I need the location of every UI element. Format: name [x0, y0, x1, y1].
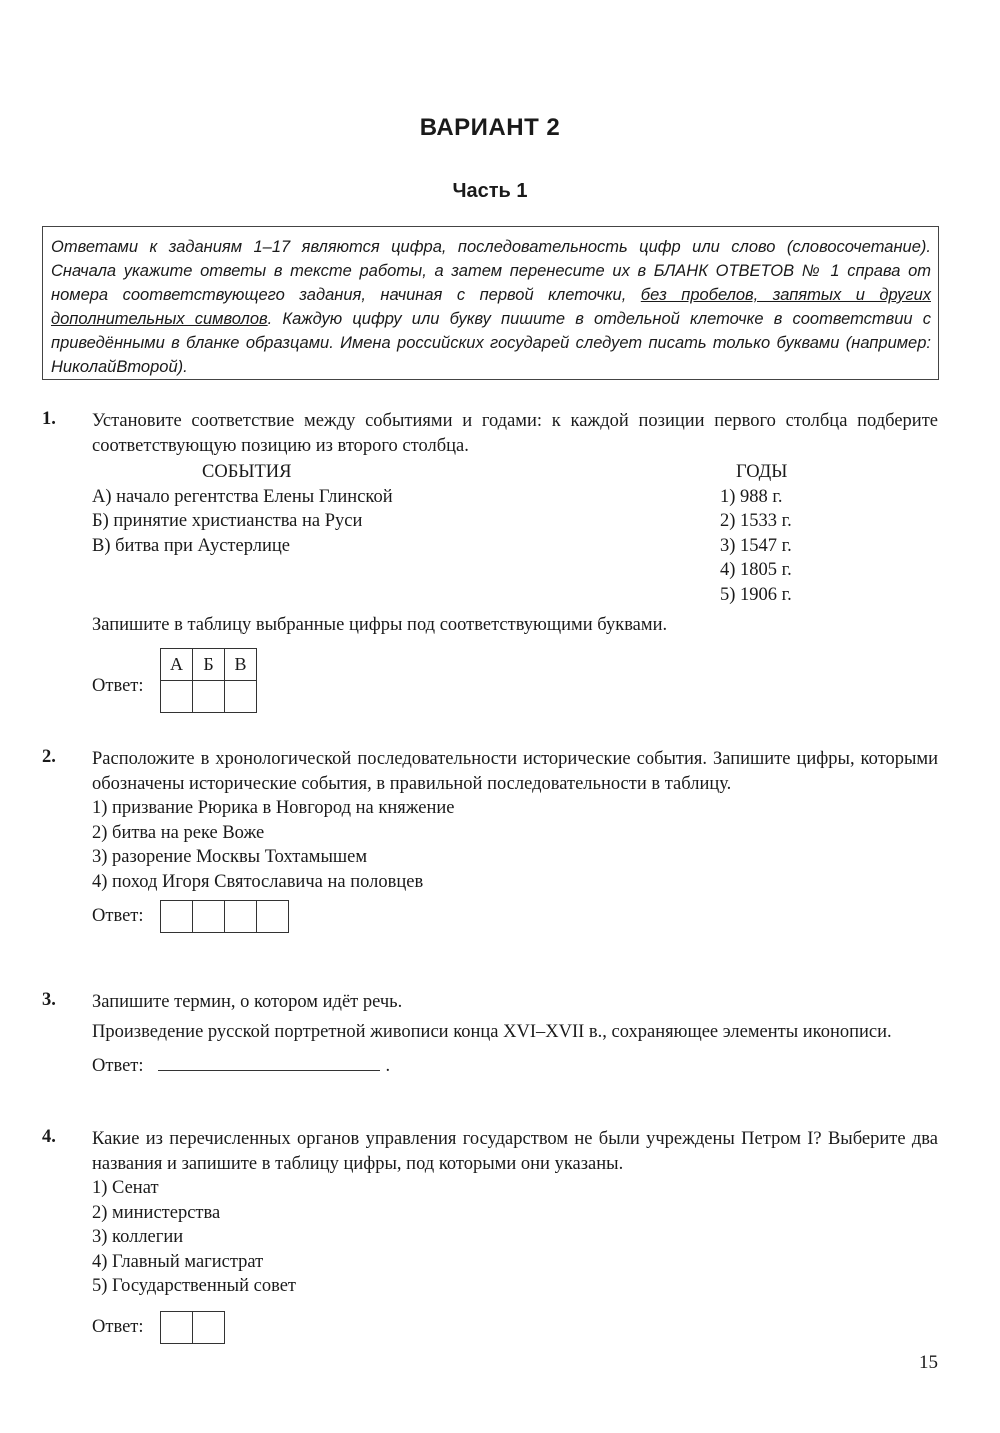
answer-table	[160, 1311, 225, 1344]
page-number: 15	[919, 1352, 938, 1373]
answer-row	[92, 1311, 938, 1351]
question-prompt: Какие из перечисленных органов управления государством не были учреждены Петром I? Выберите два названия и запишите в таблицу цифры, под которыми они указаны.	[92, 1129, 938, 1174]
year-item: 4) 1805 г.	[720, 560, 792, 580]
years-header: ГОДЫ	[736, 462, 788, 482]
event-item: А) начало регентства Елены Глинской	[92, 486, 393, 507]
events-header: СОБЫТИЯ	[202, 462, 292, 482]
instructions-text-1: Ответами к заданиям 1–17 являются цифра, последовательность цифр или слово (словосочетание). Сначала укажите ответы в тексте работы, а затем перенесите их в БЛАНК ОТВЕТОВ № 1 справа от номера соответствующего задания, начиная с первой клеточки,	[51, 238, 931, 304]
question-3	[42, 990, 942, 1100]
question-2	[42, 747, 942, 967]
letter-cell: Б	[193, 648, 225, 680]
answer-cell[interactable]	[161, 1311, 193, 1343]
question-4	[42, 1127, 942, 1347]
part-title: Часть 1	[452, 180, 528, 202]
answer-table	[160, 648, 257, 713]
instructions-box	[42, 226, 939, 380]
question-prompt: Запишите термин, о котором идёт речь.	[92, 992, 403, 1012]
list-item: 4) поход Игоря Святославича на половцев	[92, 871, 424, 892]
list-item: 2) министерства	[92, 1202, 221, 1223]
year-item: 1) 988 г.	[720, 486, 783, 507]
answer-cell[interactable]	[225, 901, 257, 933]
matching-columns	[92, 460, 938, 610]
letter-cell: В	[225, 648, 257, 680]
year-item: 2) 1533 г.	[720, 511, 792, 531]
list-item: 5) Государственный совет	[92, 1276, 297, 1296]
letter-cell: А	[161, 648, 193, 680]
question-prompt: Установите соответствие между событиями и годами: к каждой позиции первого столбца подберите соответствующую позицию из второго столбца.	[92, 411, 938, 456]
answer-blank-line[interactable]	[158, 1052, 380, 1071]
answer-table	[160, 900, 289, 933]
table-note: Запишите в таблицу выбранные цифры под соответствующими буквами.	[92, 615, 668, 635]
answer-cell[interactable]	[225, 680, 257, 712]
answer-row	[92, 1052, 938, 1079]
answer-cell[interactable]	[257, 901, 289, 933]
instructions-text-2: . Каждую цифру или букву пишите в отдельной клеточке в соответствии с приведёнными в бланке образцами. Имена российских государей следует писать только буквами (например: НиколайВторой).	[51, 310, 931, 376]
list-item: 3) разорение Москвы Тохтамышем	[92, 847, 368, 867]
list-item: 1) призвание Рюрика в Новгород на княжение	[92, 798, 455, 818]
answer-cell[interactable]	[193, 1311, 225, 1343]
instructions-underlined: без пробелов, запятых и других дополнительных символов	[51, 286, 931, 328]
answer-row	[92, 900, 938, 940]
list-item: 1) Сенат	[92, 1178, 159, 1198]
event-item: В) битва при Аустерлице	[92, 535, 290, 556]
answer-cell[interactable]	[161, 901, 193, 933]
answer-row	[92, 648, 938, 718]
answer-label: Ответ:	[92, 1316, 144, 1337]
event-item: Б) принятие христианства на Руси	[92, 511, 363, 531]
answer-period: .	[385, 1056, 391, 1076]
question-number: 4.	[42, 1127, 56, 1147]
year-item: 3) 1547 г.	[720, 535, 792, 556]
question-description: Произведение русской портретной живописи конца XVI–XVII в., сохраняющее элементы иконописи.	[92, 1021, 892, 1042]
variant-title: ВАРИАНТ 2	[419, 114, 561, 141]
list-item: 2) битва на реке Воже	[92, 822, 265, 843]
answer-cell[interactable]	[193, 680, 225, 712]
answer-cell[interactable]	[161, 680, 193, 712]
question-number: 2.	[42, 747, 56, 767]
question-prompt: Расположите в хронологической последовательности исторические события. Запишите цифры, которыми обозначены исторические события, в правильной последовательности в таблицу.	[92, 749, 938, 794]
year-item: 5) 1906 г.	[720, 584, 792, 605]
question-1	[42, 409, 942, 729]
list-item: 3) коллегии	[92, 1227, 184, 1247]
list-item: 4) Главный магистрат	[92, 1251, 264, 1272]
question-number: 3.	[42, 990, 56, 1010]
answer-label: Ответ:	[92, 675, 144, 696]
question-number: 1.	[42, 409, 56, 429]
answer-label: Ответ:	[92, 1056, 144, 1076]
answer-label: Ответ:	[92, 906, 144, 926]
answer-cell[interactable]	[193, 901, 225, 933]
